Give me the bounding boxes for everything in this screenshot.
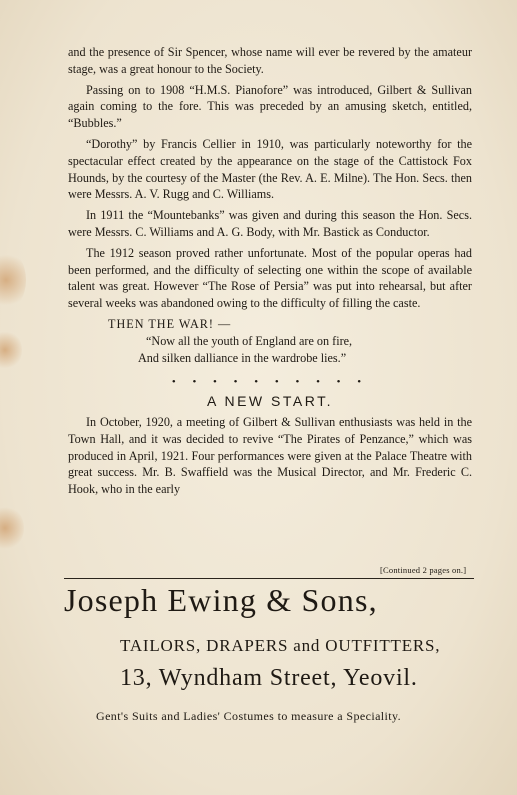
verse-line: “Now all the youth of England are on fire,	[146, 333, 353, 348]
foxing-stain	[0, 505, 24, 551]
paragraph: The 1912 season proved rather unfortunate. Most of the popular operas had been performed, and the difficulty of selecting one within the scope of available talent was great. However “The Rose of Persia” was put into rehearsal, but after several weeks was abandoned owing to the difficulty of filling the caste.	[68, 245, 472, 311]
paragraph: Passing on to 1908 “H.M.S. Pianofore” was introduced, Gilbert & Sullivan again coming to the fore. This was preceded by an amusing sketch, entitled, “Bubbles.”	[68, 82, 472, 131]
war-line: THEN THE WAR! —	[108, 316, 232, 331]
foxing-stain	[0, 250, 26, 310]
paragraph: “Dorothy” by Francis Cellier in 1910, was particularly noteworthy for the spectacular effect created by the appearance on the stage of the Cattistock Fox Hounds, by the courtesy of the Master (the Rev. A. E. Milne). The Hon. Secs. then were Messrs. A. V. Rugg and C. Williams.	[68, 136, 472, 202]
advert-address: 13, Wyndham Street, Yeovil.	[120, 665, 418, 691]
advert-business-name: Joseph Ewing & Sons,	[64, 582, 378, 618]
verse-line: And silken dalliance in the wardrobe lies.”	[138, 350, 347, 365]
dot-separator: • • • • • • • • • •	[171, 376, 369, 389]
continued-note: [Continued 2 pages on.]	[380, 565, 467, 575]
body-text	[68, 44, 472, 502]
paragraph: and the presence of Sir Spencer, whose name will ever be revered by the amateur stage, was a great honour to the Society.	[68, 45, 472, 76]
section-heading: A NEW START.	[207, 393, 333, 410]
paragraph: In October, 1920, a meeting of Gilbert & Sullivan enthusiasts was held in the Town Hall, and it was decided to revive “The Pirates of Penzance,” which was produced in April, 1921. Four performances were given at the Palace Theatre with great success. Mr. B. Swaffield was the Musical Director, and Mr. Frederic C. Hook, who in the early	[68, 414, 472, 497]
foxing-stain	[0, 330, 22, 370]
advert-tagline: Gent's Suits and Ladies' Costumes to measure a Speciality.	[96, 709, 402, 723]
advert-trades: TAILORS, DRAPERS and OUTFITTERS,	[120, 636, 441, 655]
divider-rule	[64, 578, 474, 579]
paragraph: In 1911 the “Mountebanks” was given and during this season the Hon. Secs. were Messrs. C. Williams and A. G. Body, with Mr. Bastick as Conductor.	[68, 208, 472, 239]
